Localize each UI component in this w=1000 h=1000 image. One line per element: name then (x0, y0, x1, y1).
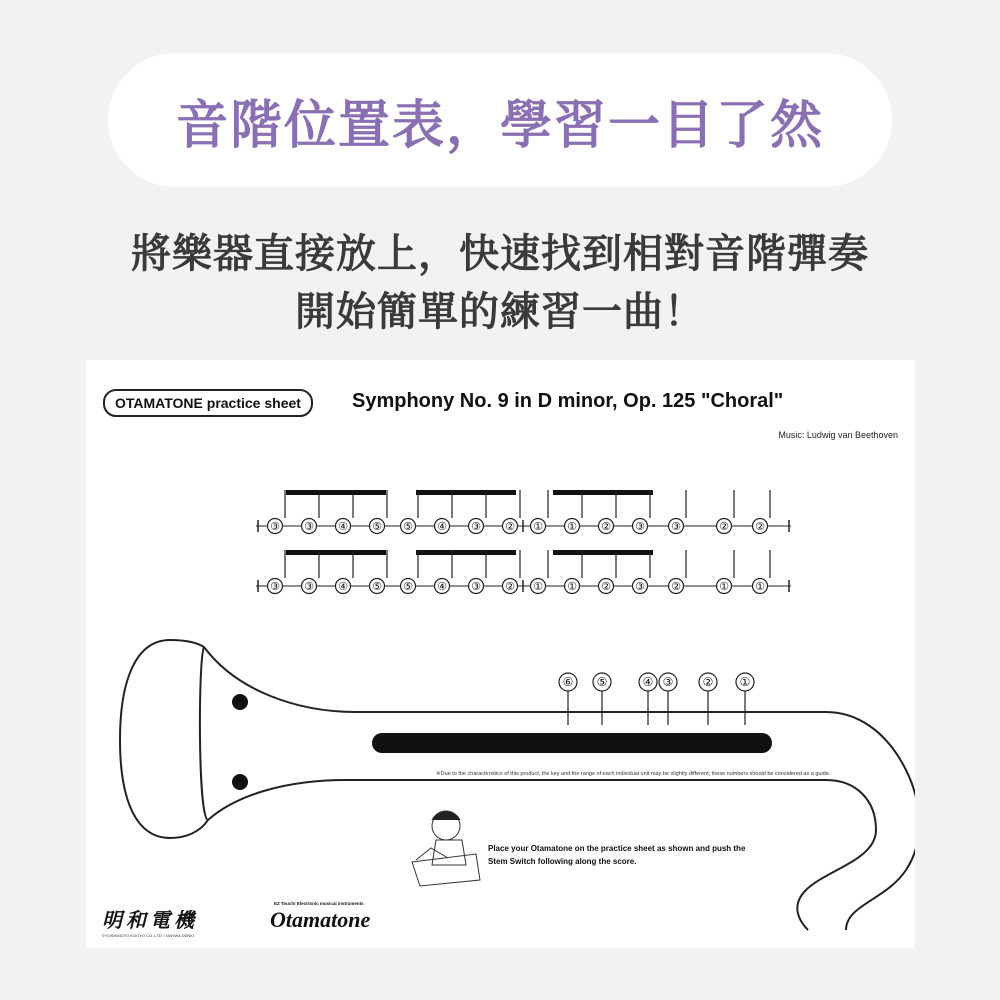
key-position-marker (736, 673, 754, 725)
score-note-label: ② (719, 520, 729, 533)
score-note-label: ② (601, 580, 611, 593)
score-note-label: ② (601, 520, 611, 533)
key-position-label: ① (739, 675, 751, 689)
subtitle-line-2: 開始簡單的練習一曲！ (295, 289, 705, 335)
score-note-label: ③ (270, 580, 280, 593)
score-note-label: ⑤ (372, 580, 382, 593)
score-note-label: ③ (270, 520, 280, 533)
score-note-label: ⑤ (403, 580, 413, 593)
score-note-label: ④ (338, 580, 348, 593)
score-note-label: ① (533, 520, 543, 533)
score-note-label: ① (567, 580, 577, 593)
score-note-label: ③ (304, 520, 314, 533)
score-note-label: ③ (471, 580, 481, 593)
composer-credit: Music: Ludwig van Beethoven (778, 430, 898, 440)
key-position-marker (699, 673, 717, 725)
score-note-label: ② (505, 520, 515, 533)
score-note-label: ⑤ (403, 520, 413, 533)
score-note-label: ① (719, 580, 729, 593)
key-position-label: ③ (662, 675, 674, 689)
key-position-marker (593, 673, 611, 725)
key-position-label: ⑥ (562, 675, 574, 689)
score-note-label: ③ (304, 580, 314, 593)
score-row-2 (256, 550, 791, 594)
disclaimer-note: ※Due to the characteristics of this product, the key and the range of each individual unit may be slightly different; these numbers should be considered as a guide. (436, 771, 831, 777)
score-note-label: ③ (635, 520, 645, 533)
score-note-label: ④ (437, 520, 447, 533)
score-note-label: ④ (338, 520, 348, 533)
copyright-text: ©YOSHIMOTO KOGYO CO.,LTD. / MAYWA DENKI (102, 933, 194, 938)
banner-title: 音階位置表，學習一目了然 (175, 95, 824, 156)
key-position-marker (639, 673, 657, 725)
instruction-text: Place your Otamatone on the practice sheet as shown and push the Stem Switch following along the score. (488, 844, 746, 866)
score-note-label: ③ (671, 520, 681, 533)
sheet-label: OTAMATONE practice sheet (103, 389, 313, 417)
stem-switch-bar (372, 733, 772, 753)
key-position-label: ④ (642, 675, 654, 689)
key-position-label: ② (702, 675, 714, 689)
score-note-label: ③ (635, 580, 645, 593)
title-banner (108, 53, 892, 187)
otamatone-eye-icon (232, 694, 248, 710)
score-note-label: ① (755, 580, 765, 593)
piece-title: Symphony No. 9 in D minor, Op. 125 "Choral" (352, 390, 784, 412)
score-note-label: ④ (437, 580, 447, 593)
brand-logo-otamatone: Otamatone (270, 907, 371, 932)
score-note-label: ② (755, 520, 765, 533)
score-note-label: ① (533, 580, 543, 593)
child-illustration-icon (412, 811, 480, 886)
otamatone-eye-icon (232, 774, 248, 790)
score-note-label: ③ (471, 520, 481, 533)
key-position-label: ⑤ (596, 675, 608, 689)
score-note-label: ② (671, 580, 681, 593)
score-note-label: ① (567, 520, 577, 533)
practice-sheet-image (86, 360, 915, 948)
score-row-1 (256, 490, 791, 534)
score-note-label: ② (505, 580, 515, 593)
brand-logo-jp: 明和電機 (102, 908, 198, 932)
brand-tagline: EZ Touch! Electronic musical instruments (274, 901, 364, 906)
score-note-label: ⑤ (372, 520, 382, 533)
subtitle-line-1: 將樂器直接放上，快速找到相對音階彈奏 (131, 231, 869, 277)
key-position-marker (559, 673, 577, 725)
key-position-marker (659, 673, 677, 725)
